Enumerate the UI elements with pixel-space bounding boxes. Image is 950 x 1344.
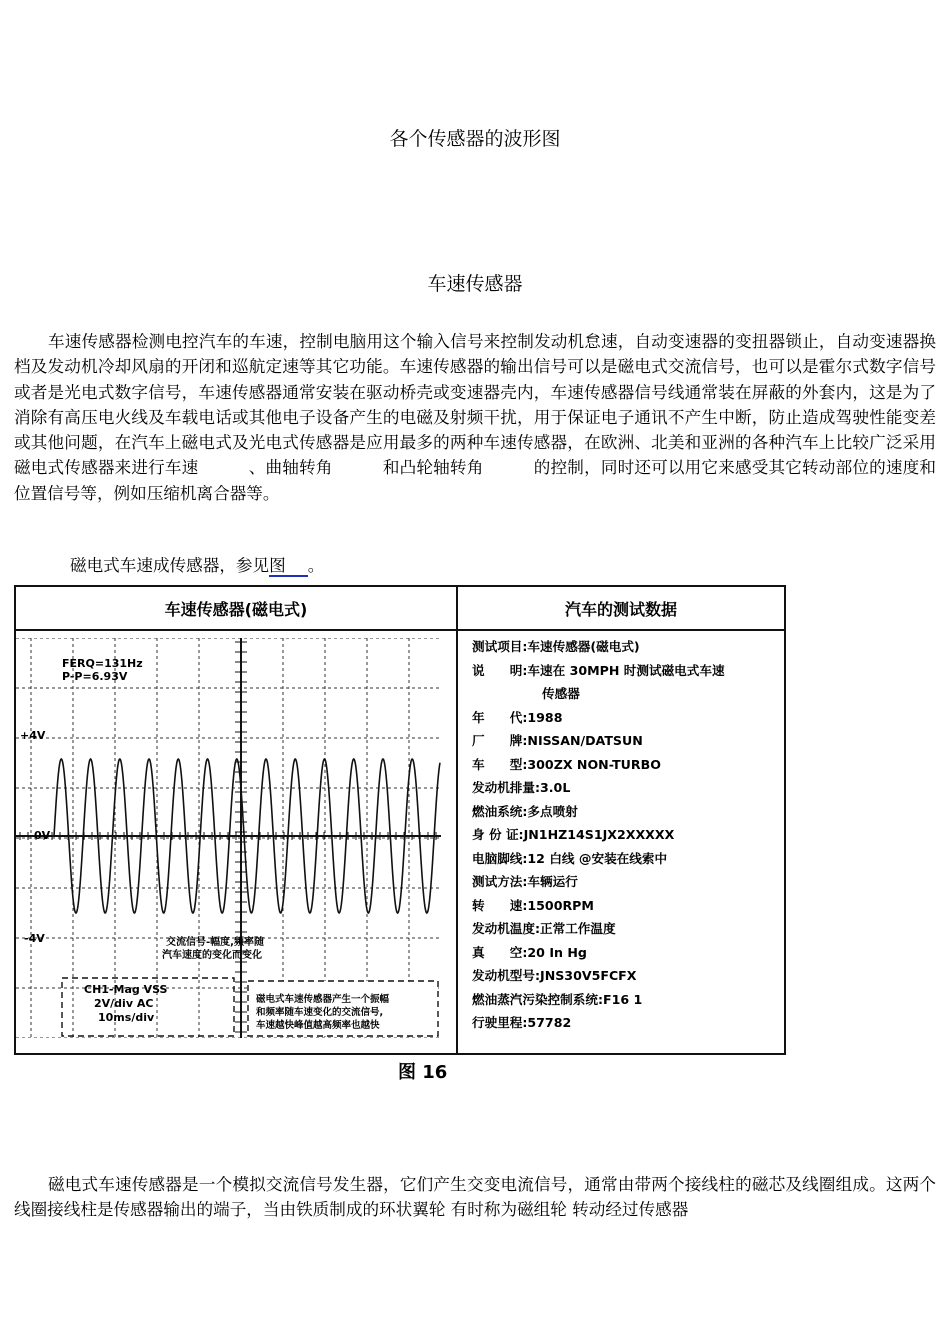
spec-item: 年 代:1988 <box>472 709 563 725</box>
frequency-readout: FERQ=131Hz <box>62 657 143 670</box>
test-data-list <box>472 635 772 1035</box>
spec-item: 测试项目:车速传感器(磁电式) <box>472 639 640 654</box>
description-line1: 磁电式车速传感器产生一个振幅 <box>256 994 390 1005</box>
channel-name: CH1-Mag VSS <box>84 983 168 996</box>
test-data-header: 汽车的测试数据 <box>456 587 784 631</box>
scope-panel-header: 车速传感器(磁电式) <box>16 587 456 631</box>
time-per-division: 10ms/div <box>98 1011 155 1024</box>
signal-note-line1: 交流信号-幅度,频率随 <box>166 937 264 948</box>
spec-item: 厂 牌:NISSAN/DATSUN <box>472 733 643 748</box>
figure-reference-text: 磁电式车速成传感器，参见 <box>70 556 270 575</box>
figure-reference-line <box>70 553 324 578</box>
peak-to-peak-readout: P-P=6.93V <box>62 670 128 683</box>
spec-item: 发动机温度:正常工作温度 <box>472 921 616 936</box>
spec-item: 发动机排量:3.0L <box>472 780 571 795</box>
volts-per-division: 2V/div AC <box>94 997 154 1010</box>
spec-item: 燃油系统:多点喷射 <box>472 803 578 819</box>
spec-item: 说 明:车速在 30MPH 时测试磁电式车速 <box>472 662 725 678</box>
signal-note-line2: 汽车速度的变化而变化 <box>162 950 262 961</box>
spec-item: 测试方法:车辆运行 <box>472 874 578 889</box>
plus-4v-label: +4V <box>20 729 46 742</box>
zero-volt-label: 0V <box>34 829 51 842</box>
spec-item: 燃油蒸汽污染控制系统:F16 1 <box>472 991 643 1007</box>
intro-paragraph: 车速传感器检测电控汽车的车速，控制电脑用这个输入信号来控制发动机怠速，自动变速器的变扭器锁止，自动变速器换档及发动机冷却风扇的开闭和巡航定速等其它功能。车速传感器的输出信号可以是磁电式交流信号，也可以是霍尔式数字信号或者是光电式数字信号，车速传感器通常安装在驱动桥壳或变速器壳内，车速传感器信号线通常装在屏蔽的外套内，这是为了消除有高压电火线及车载电话或其他电子设备产生的电磁及射频干扰，用于保证电子通讯不产生中断，防止造成驾驶性能变差或其他问题，在汽车上磁电式及光电式传感器是应用最多的两种车速传感器，在欧洲、北美和亚洲的各种汽车上比较广泛采用磁电式传感器来进行车速 、曲轴转角 和凸轮轴转角 的控制，同时还可以用它来感受其它转动部位的速度和位置信号等，例如压缩机离合器等。 <box>14 332 936 503</box>
spec-item: 行驶里程:57782 <box>472 1015 572 1030</box>
spec-item: 传感器 <box>542 686 580 701</box>
figure-link[interactable]: 图 <box>269 556 308 577</box>
description-line3: 车速越快峰值越高频率也越快 <box>256 1020 380 1031</box>
section-title: 车速传感器 <box>427 273 523 295</box>
spec-item: 身 份 证:JN1HZ14S1JX2XXXXX <box>472 827 675 842</box>
spec-item: 电脑脚线:12 白线 @安装在线索中 <box>472 850 668 866</box>
spec-item: 发动机型号:JNS30V5FCFX <box>472 968 637 983</box>
spec-item: 转 速:1500RPM <box>472 897 594 913</box>
description-line2: 和频率随车速变化的交流信号, <box>256 1007 384 1018</box>
oscilloscope-display <box>16 638 441 1038</box>
figure-reference-end: 。 <box>307 556 325 575</box>
body-paragraph: 磁电式车速传感器是一个模拟交流信号发生器，它们产生交变电流信号，通常由带两个接线柱的磁芯及线圈组成。这两个线圈接线柱是传感器输出的端子，当由铁质制成的环状翼轮 有时称为磁组轮 转动经过传感器 <box>14 1175 936 1220</box>
spec-item: 车 型:300ZX NON-TURBO <box>472 756 661 772</box>
figure-divider <box>456 587 458 1053</box>
minus-4v-label: -4V <box>24 932 45 945</box>
figure-caption: 图 16 <box>398 1062 448 1083</box>
spec-item: 真 空:20 In Hg <box>472 944 587 960</box>
document-title: 各个传感器的波形图 <box>389 128 561 150</box>
